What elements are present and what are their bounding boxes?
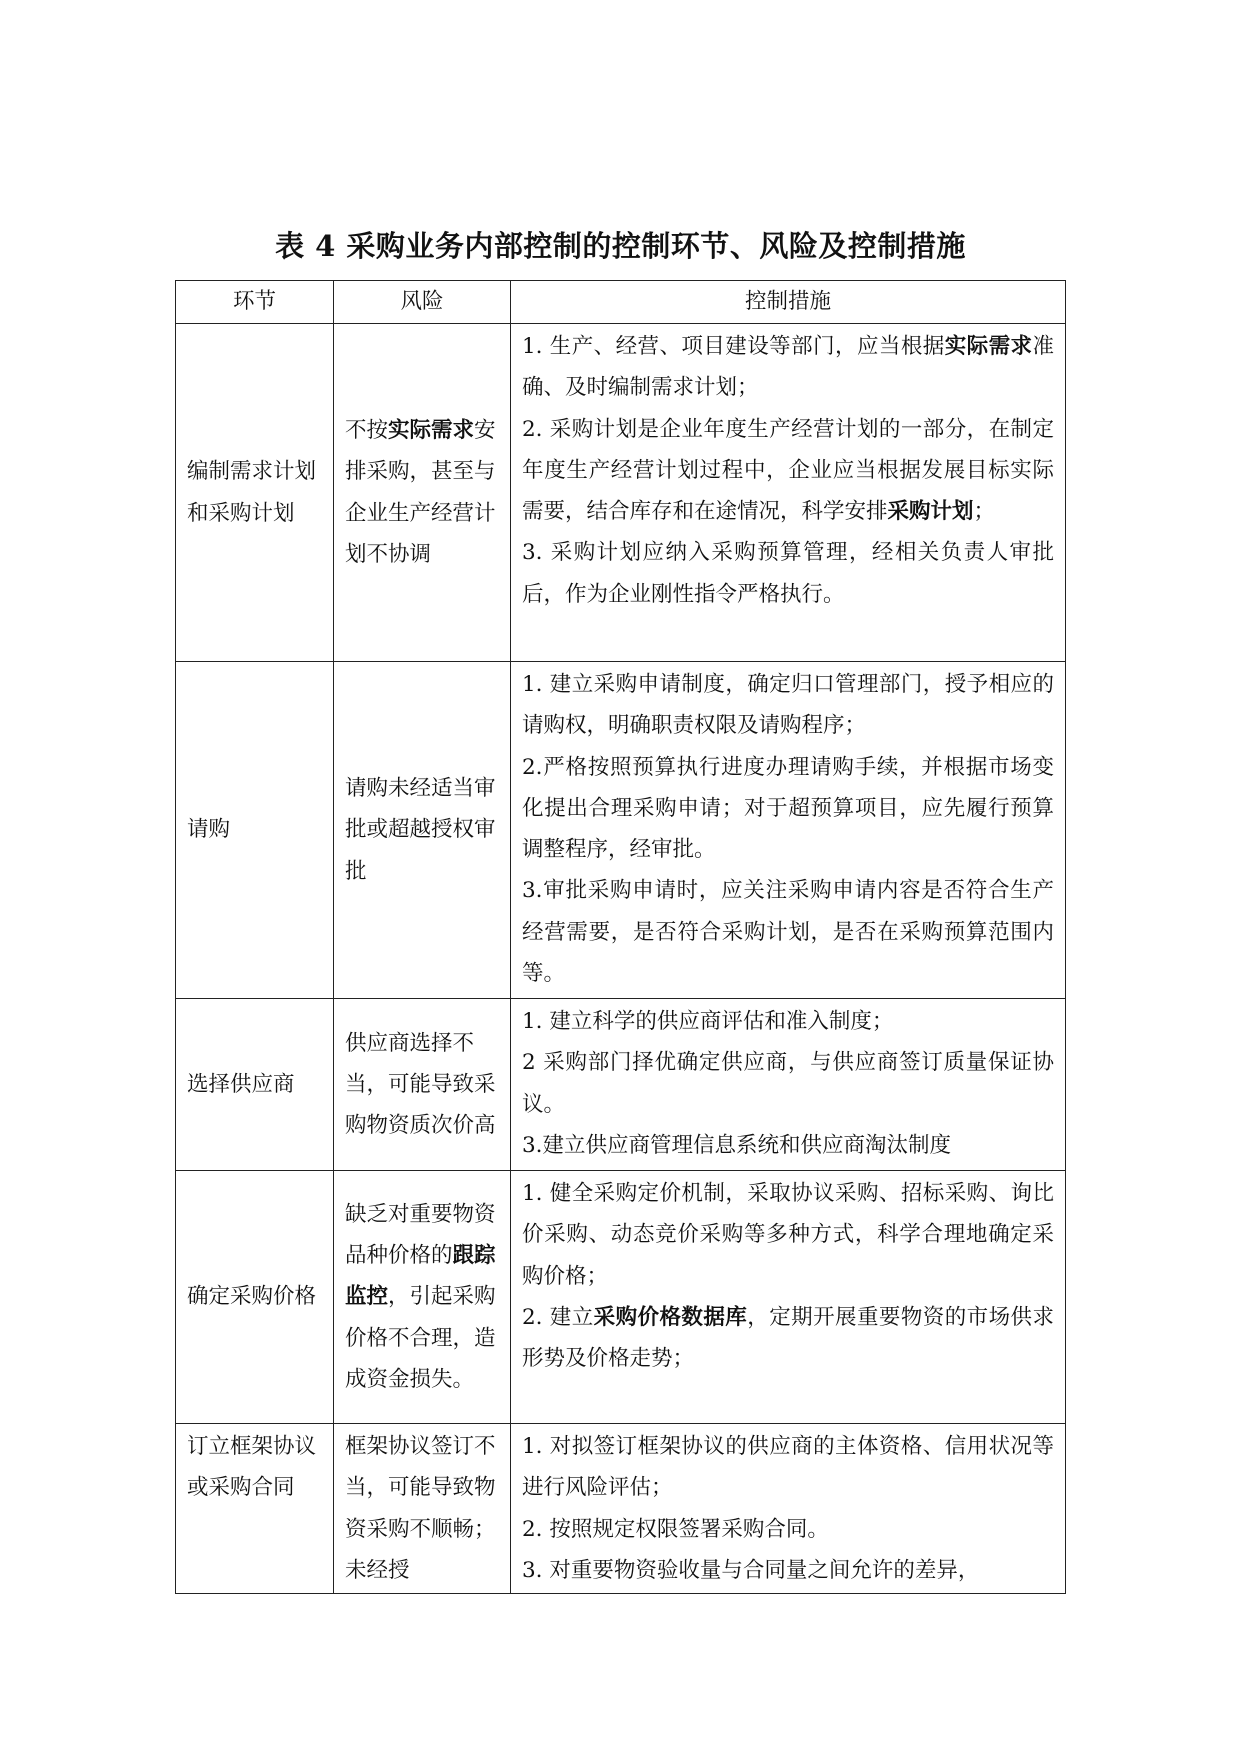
text-run: 不按 [345, 417, 389, 443]
text-run: 1. 建立采购申请制度，确定归口管理部门，授予相应的请购权，明确职责权限及请购程序； [522, 672, 1054, 739]
table-row [176, 1171, 1066, 1424]
header-risk: 风险 [334, 281, 511, 324]
text-run: 准确、及时编制需求计划； [522, 334, 1054, 401]
measure-item [522, 409, 1054, 533]
header-measures: 控制措施 [511, 281, 1066, 324]
emphasis-text: 实际需求 [388, 417, 475, 443]
text-run: 3.建立供应商管理信息系统和供应商淘汰制度 [522, 1132, 952, 1158]
measure-item [522, 1042, 1054, 1125]
text-run: 请购未经适当审批或超越授权审批 [345, 776, 496, 884]
measures-cell [511, 1424, 1066, 1594]
text-run: 2 采购部门择优确定供应商，与供应商签订质量保证协议。 [522, 1050, 1054, 1117]
measures-cell [511, 1171, 1066, 1424]
emphasis-text: 实际需求 [944, 334, 1033, 359]
text-run: 2. 按照规定权限签署采购合同。 [522, 1516, 829, 1542]
text-run: ，定期开展重要物资的市场供求形势及价格走势； [522, 1304, 1054, 1372]
step-cell: 订立框架协议或采购合同 [176, 1424, 334, 1594]
table-row [176, 999, 1066, 1171]
measure-item [522, 870, 1054, 994]
emphasis-text: 跟踪监控 [345, 1243, 496, 1310]
measure-item [522, 1509, 1054, 1550]
measures-cell [511, 999, 1066, 1171]
control-table [175, 280, 1066, 1594]
text-run: 缺乏对重要物资品种价格的 [345, 1201, 496, 1269]
text-run: 框架协议签订不当，可能导致物资采购不顺畅；未经授 [345, 1434, 496, 1583]
text-run: 1. 生产、经营、项目建设等部门，应当根据 [522, 334, 945, 359]
step-cell: 确定采购价格 [176, 1171, 334, 1424]
measure-item [522, 1426, 1054, 1509]
text-run: 1. 健全采购定价机制，采取协议采购、招标采购、询比价采购、动态竞价采购等多种方式，科学合理地确定采购价格； [522, 1181, 1054, 1289]
text-run: 1. 建立科学的供应商评估和准入制度； [522, 1009, 894, 1034]
step-cell: 选择供应商 [176, 999, 334, 1171]
page-title: 表 4 采购业务内部控制的控制环节、风险及控制措施 [275, 229, 966, 263]
emphasis-text: 采购计划 [887, 499, 974, 525]
table-row [176, 662, 1066, 999]
measure-item [522, 1173, 1054, 1297]
measure-item [522, 326, 1054, 409]
risk-cell [334, 1424, 511, 1594]
step-cell: 编制需求计划和采购计划 [176, 324, 334, 662]
risk-cell [334, 1171, 511, 1424]
risk-cell [334, 999, 511, 1171]
step-cell: 请购 [176, 662, 334, 999]
emphasis-text: 采购价格数据库 [593, 1304, 748, 1330]
text-run: 1. 对拟签订框架协议的供应商的主体资格、信用状况等进行风险评估； [522, 1434, 1054, 1501]
text-run: 3. 对重要物资验收量与合同量之间允许的差异， [522, 1557, 980, 1583]
text-run: ； [973, 499, 996, 525]
text-run: ，引起采购价格不合理，造成资金损失。 [345, 1284, 496, 1392]
measure-item [522, 747, 1054, 871]
text-run: 2. 建立 [522, 1304, 594, 1330]
risk-cell [334, 662, 511, 999]
text-run: 2.严格按照预算执行进度办理请购手续，并根据市场变化提出合理采购申请；对于超预算项目，应先履行预算调整程序，经审批。 [522, 754, 1054, 863]
measure-item [522, 1297, 1054, 1380]
measure-item [522, 1550, 1054, 1591]
table-header-row [176, 281, 1066, 324]
measures-cell [511, 324, 1066, 662]
measure-item [522, 1001, 1054, 1042]
text-run: 安排采购，甚至与企业生产经营计划不协调 [345, 417, 496, 567]
header-step: 环节 [176, 281, 334, 324]
text-run: 3. 采购计划应纳入采购预算管理，经相关负责人审批后，作为企业刚性指令严格执行。 [522, 540, 1054, 607]
text-run: 3.审批采购申请时，应关注采购申请内容是否符合生产经营需要，是否符合采购计划，是否在采购预算范围内等。 [522, 878, 1054, 987]
measures-cell [511, 662, 1066, 999]
measure-item [522, 532, 1054, 615]
risk-cell [334, 324, 511, 662]
table-row [176, 1424, 1066, 1594]
text-run: 2. 采购计划是企业年度生产经营计划的一部分，在制定年度生产经营计划过程中，企业应当根据发展目标实际需要，结合库存和在途情况，科学安排 [522, 416, 1054, 525]
measure-item [522, 664, 1054, 747]
table-row [176, 324, 1066, 662]
measure-item [522, 1125, 1054, 1166]
text-run: 供应商选择不当，可能导致采购物资质次价高 [345, 1030, 496, 1139]
